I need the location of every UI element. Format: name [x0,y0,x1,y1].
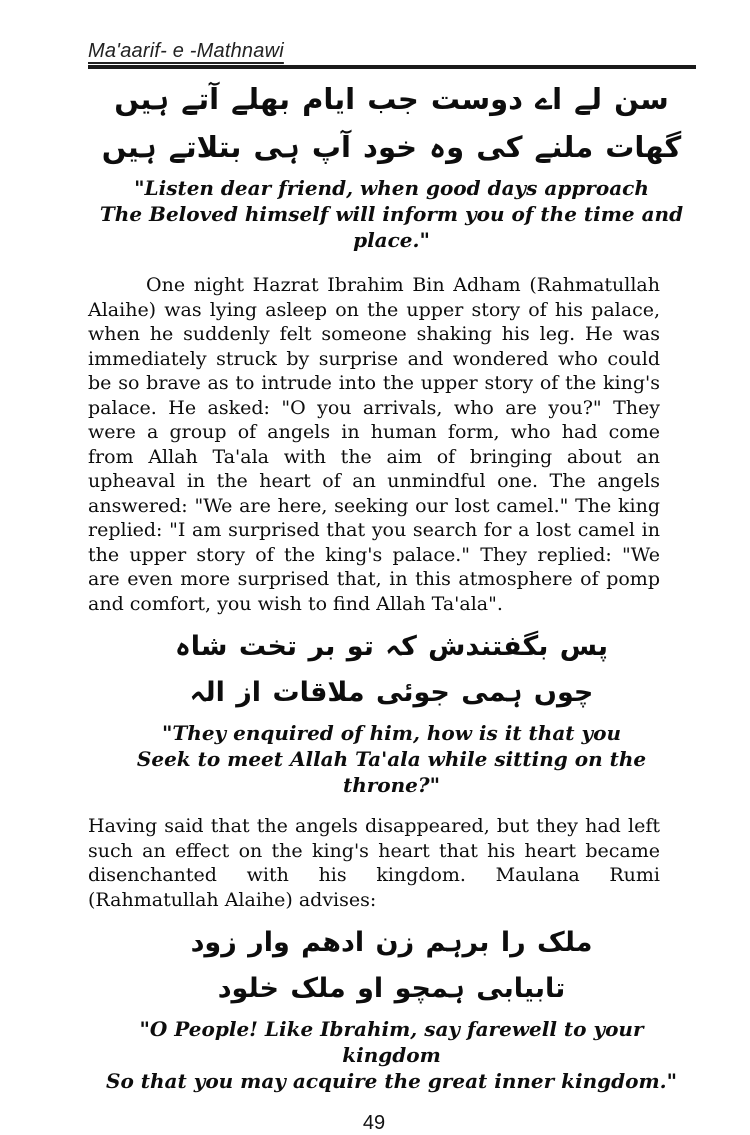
couplet-3 [88,920,695,1012]
couplet-3-line-1: ملک را برہم زن ادھم وار زود [190,927,593,958]
page-number: 49 [362,1112,386,1134]
couplet-1-line-1: سن لے اے دوست جب ایام بھلے آتے ہیں [114,82,669,116]
page-header [88,40,696,69]
couplet-2-line-1: پس بگفتندش کہ تو بر تخت شاہ [174,631,609,662]
translation-1-line-2: The Beloved himself will inform you of the time and place." [99,202,684,252]
paragraph-1: One night Hazrat Ibrahim Bin Adham (Rahmatullah Alaihe) was lying asleep on the upper story of his palace, when he suddenly felt someone shaking his leg. He was immediately struck by surprise and wondered who could be so brave as to intrude into the upper story of the king's palace. He asked: "O you arrivals, who are you?" They were a group of angels in human form, who had come from Allah Ta'ala with the aim of bringing about an upheaval in the heart of an unmindful one. The angels answered: "We are here, seeking our lost camel." The king replied: "I am surprised that you search for a lost camel in the upper story of the king's palace." They replied: "We are even more surprised that, in this atmosphere of pomp and comfort, you wish to find Allah Ta'ala". [88,274,660,615]
translation-2-line-2: Seek to meet Allah Ta'ala while sitting on the throne?" [136,747,647,797]
couplet-2-line-2: چوں ہمی جوئی ملاقات از الہ [189,677,594,708]
translation-1-line-1: "Listen dear friend, when good days approach [134,176,649,200]
couplet-1 [88,75,695,171]
couplet-2 [88,624,695,716]
translation-2-line-1: "They enquired of him, how is it that you [161,721,621,745]
couplet-1-line-2: گھات ملنے کی وہ خود آپ ہی بتلاتے ہیں [101,130,682,164]
translation-3-line-2: So that you may acquire the great inner kingdom." [106,1069,677,1093]
paragraph-2: Having said that the angels disappeared, but they had left such an effect on the king's heart that his heart became disenchanted with his kingdom. Maulana Rumi (Rahmatullah Alaihe) advises: [88,815,660,911]
translation-3-line-1: "O People! Like Ibrahim, say farewell to your kingdom [139,1017,644,1067]
translation-2 [88,720,695,798]
page-footer [88,1112,660,1135]
book-title: Ma'aarif- e -Mathnawi [88,40,284,62]
translation-3 [88,1016,695,1094]
translation-1 [88,175,695,253]
couplet-3-line-2: تابیابی ہمچو او ملک خلود [217,973,566,1004]
